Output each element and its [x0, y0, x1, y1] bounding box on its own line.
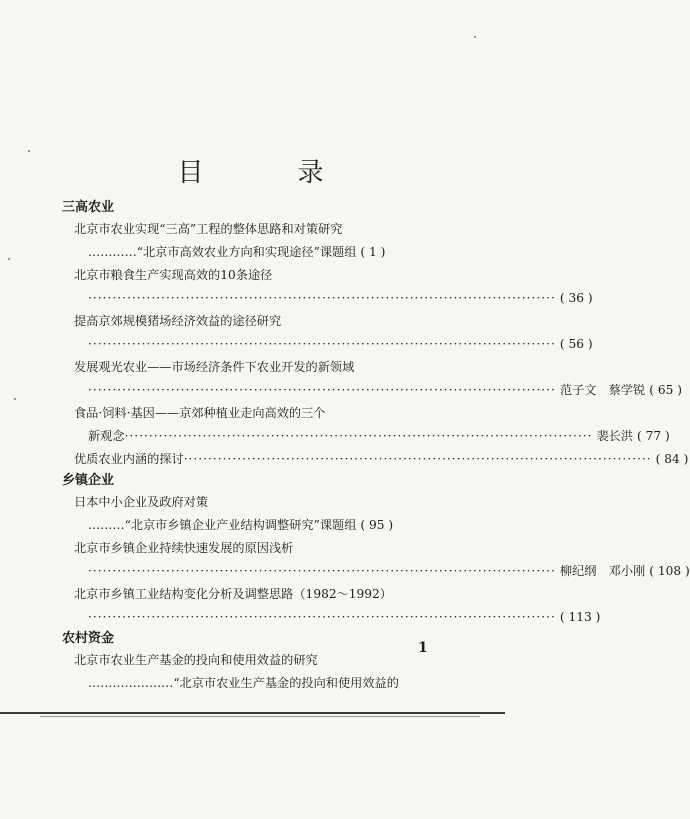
- scan-speck: [474, 36, 476, 38]
- toc-entry-title: 北京市乡镇工业结构变化分析及调整思路（1982～1992）: [74, 587, 392, 601]
- toc-entry-authors: 范子文 蔡学锐: [559, 383, 646, 397]
- toc-entry-leader: [58, 448, 689, 471]
- toc-entry-page: ( 36 ): [559, 291, 593, 305]
- toc-entry-title: 食品·饲料·基因——京郊种植业走向高效的三个: [74, 406, 326, 420]
- toc-entry-title: 优质农业内涵的探讨: [74, 452, 184, 466]
- toc-entry-title: 北京市农业生产基金的投向和使用效益的研究: [74, 653, 318, 667]
- toc-entry-leader: [58, 287, 593, 310]
- toc-entry-title: 北京市粮食生产实现高效的10条途径: [74, 268, 273, 282]
- toc-entry-leader: [58, 241, 434, 264]
- toc-entry-author-group: …………………“北京市农业生产基金的投向和使用效益的: [88, 676, 399, 690]
- toc-entry-title: 日本中小企业及政府对策: [74, 495, 209, 509]
- dot-leader: ································································································: [88, 564, 556, 578]
- toc-entry-title: 发展观光农业——市场经济条件下农业开发的新领域: [74, 360, 355, 374]
- section-heading-township-enterprises: 乡镇企业: [62, 473, 115, 488]
- scan-speck: [8, 258, 10, 260]
- toc-entry-authors: 柳纪纲 邓小刚: [559, 564, 646, 578]
- toc-entry-leader: [58, 425, 670, 448]
- toc-entry-author-group: …………“北京市高效农业方向和实现途径”课题组: [88, 245, 357, 259]
- dot-leader: ································································································: [183, 452, 652, 466]
- toc-entry-title: 提高京郊规模猪场经济效益的途径研究: [74, 314, 282, 328]
- page-number: 1: [418, 640, 428, 656]
- toc-entry-page: ( 95 ): [360, 518, 394, 532]
- toc-entry-leader: [58, 333, 593, 356]
- section-heading-rural-funds: 农村资金: [62, 631, 115, 646]
- toc-entry-page: ( 77 ): [637, 429, 670, 443]
- toc-entry-page: ( 56 ): [559, 337, 593, 351]
- dot-leader: ································································································: [88, 383, 556, 397]
- scan-speck: [28, 150, 30, 152]
- toc-entry-leader: [58, 514, 434, 537]
- toc-entry-leader: [58, 560, 690, 583]
- toc-entry-page: ( 1 ): [360, 245, 386, 259]
- toc-entry-page: ( 108 ): [649, 564, 690, 578]
- dot-leader: ································································································: [88, 610, 556, 624]
- toc-entry-title: 北京市农业实现“三高”工程的整体思路和对策研究: [74, 222, 343, 236]
- toc-entry-leader: [58, 672, 434, 695]
- page-edge-shadow: [40, 716, 480, 717]
- dot-leader: ································································································: [88, 291, 556, 305]
- toc-entry-authors: 裴长洪: [596, 429, 634, 443]
- toc-entry-page: ( 65 ): [649, 383, 683, 397]
- page-title: 目 录: [177, 158, 358, 188]
- toc-entry-title-continuation: 新观念: [88, 429, 125, 443]
- toc-entry-author-group: ………“北京市乡镇企业产业结构调整研究”课题组: [88, 518, 357, 532]
- toc-entry-page: ( 113 ): [559, 610, 601, 624]
- toc-entry-leader: [58, 606, 601, 629]
- dot-leader: ································································································: [88, 337, 556, 351]
- toc-entry-page: ( 84 ): [655, 452, 689, 466]
- dot-leader: ································································································: [124, 429, 593, 443]
- scan-speck: [14, 398, 16, 400]
- toc-entry-leader: [58, 379, 683, 402]
- toc-entry-title: 北京市乡镇企业持续快速发展的原因浅析: [74, 541, 294, 555]
- page-edge-rule: [0, 712, 505, 714]
- section-heading-high-efficiency-agriculture: 三高农业: [62, 200, 115, 215]
- table-of-contents: [58, 198, 690, 695]
